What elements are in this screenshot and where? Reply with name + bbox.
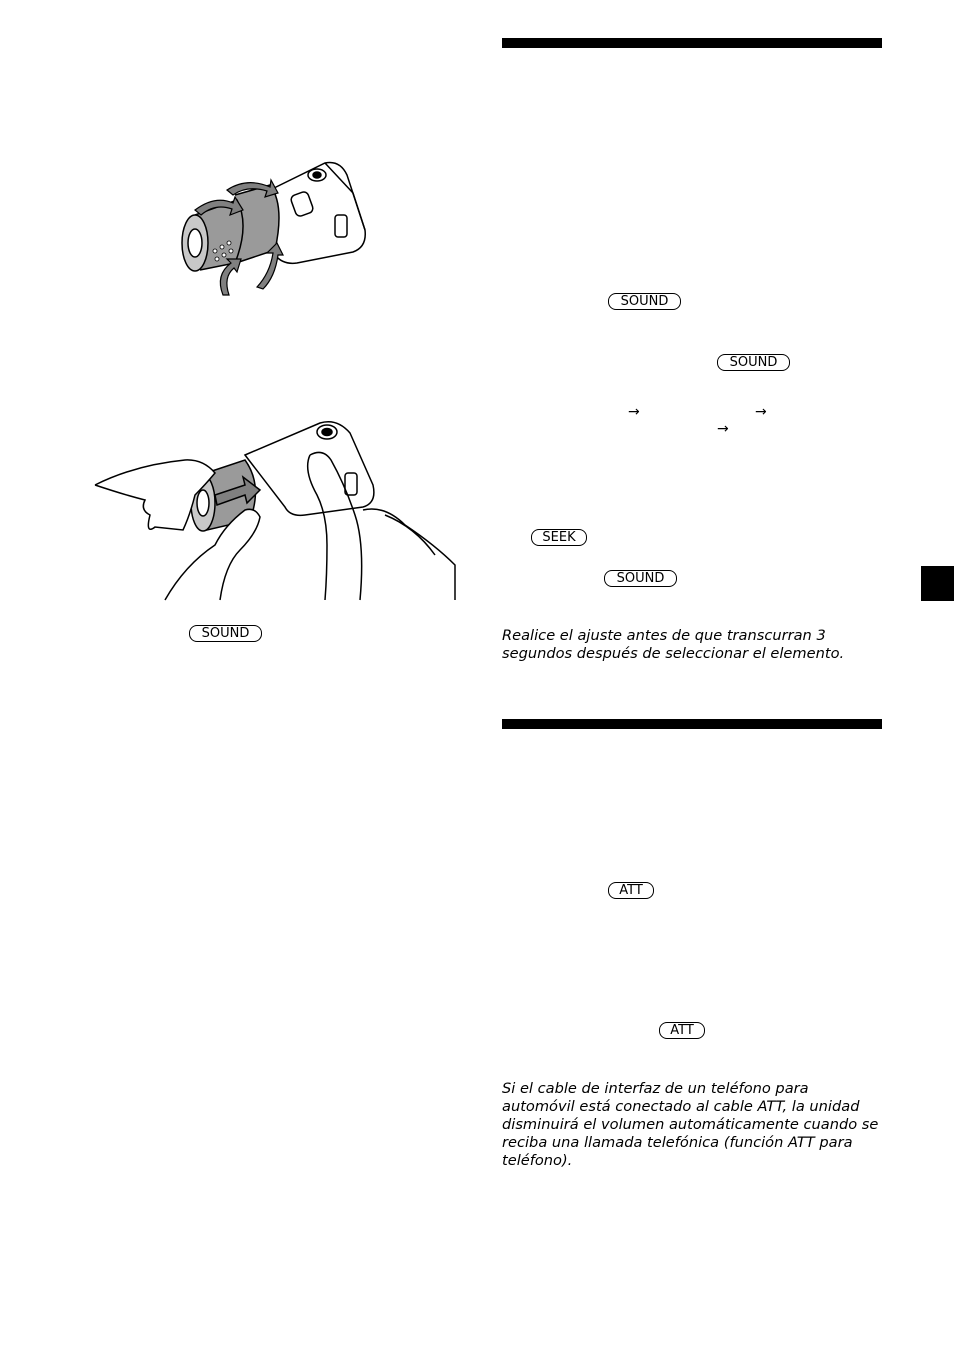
sound-button-4[interactable]: SOUND <box>189 625 262 642</box>
right-arrow-3: → <box>717 421 729 437</box>
att-phone-note: Si el cable de interfaz de un teléfono para automóvil está conectado al cable ATT, la unidad disminuirá el volumen automáticamente cuando se reciba una llamada telefónica (función ATT para teléfono). <box>502 1080 879 1169</box>
sound-button-3[interactable]: SOUND <box>604 570 677 587</box>
hand-pushing-knob-illustration <box>95 415 455 600</box>
section-rule-middle <box>502 719 882 729</box>
seek-button[interactable]: SEEK <box>531 529 587 546</box>
page-side-tab <box>921 566 954 601</box>
rotary-commander-illustration <box>175 155 375 305</box>
section-rule-top <box>502 38 882 48</box>
sound-button-1[interactable]: SOUND <box>608 293 681 310</box>
adjust-time-note: Realice el ajuste antes de que transcurran 3 segundos después de seleccionar el elemento. <box>502 627 845 662</box>
att-button-1[interactable]: ATT <box>608 882 654 899</box>
sound-button-2[interactable]: SOUND <box>717 354 790 371</box>
right-arrow-1: → <box>628 404 640 420</box>
att-button-2[interactable]: ATT <box>659 1022 705 1039</box>
right-arrow-2: → <box>755 404 767 420</box>
